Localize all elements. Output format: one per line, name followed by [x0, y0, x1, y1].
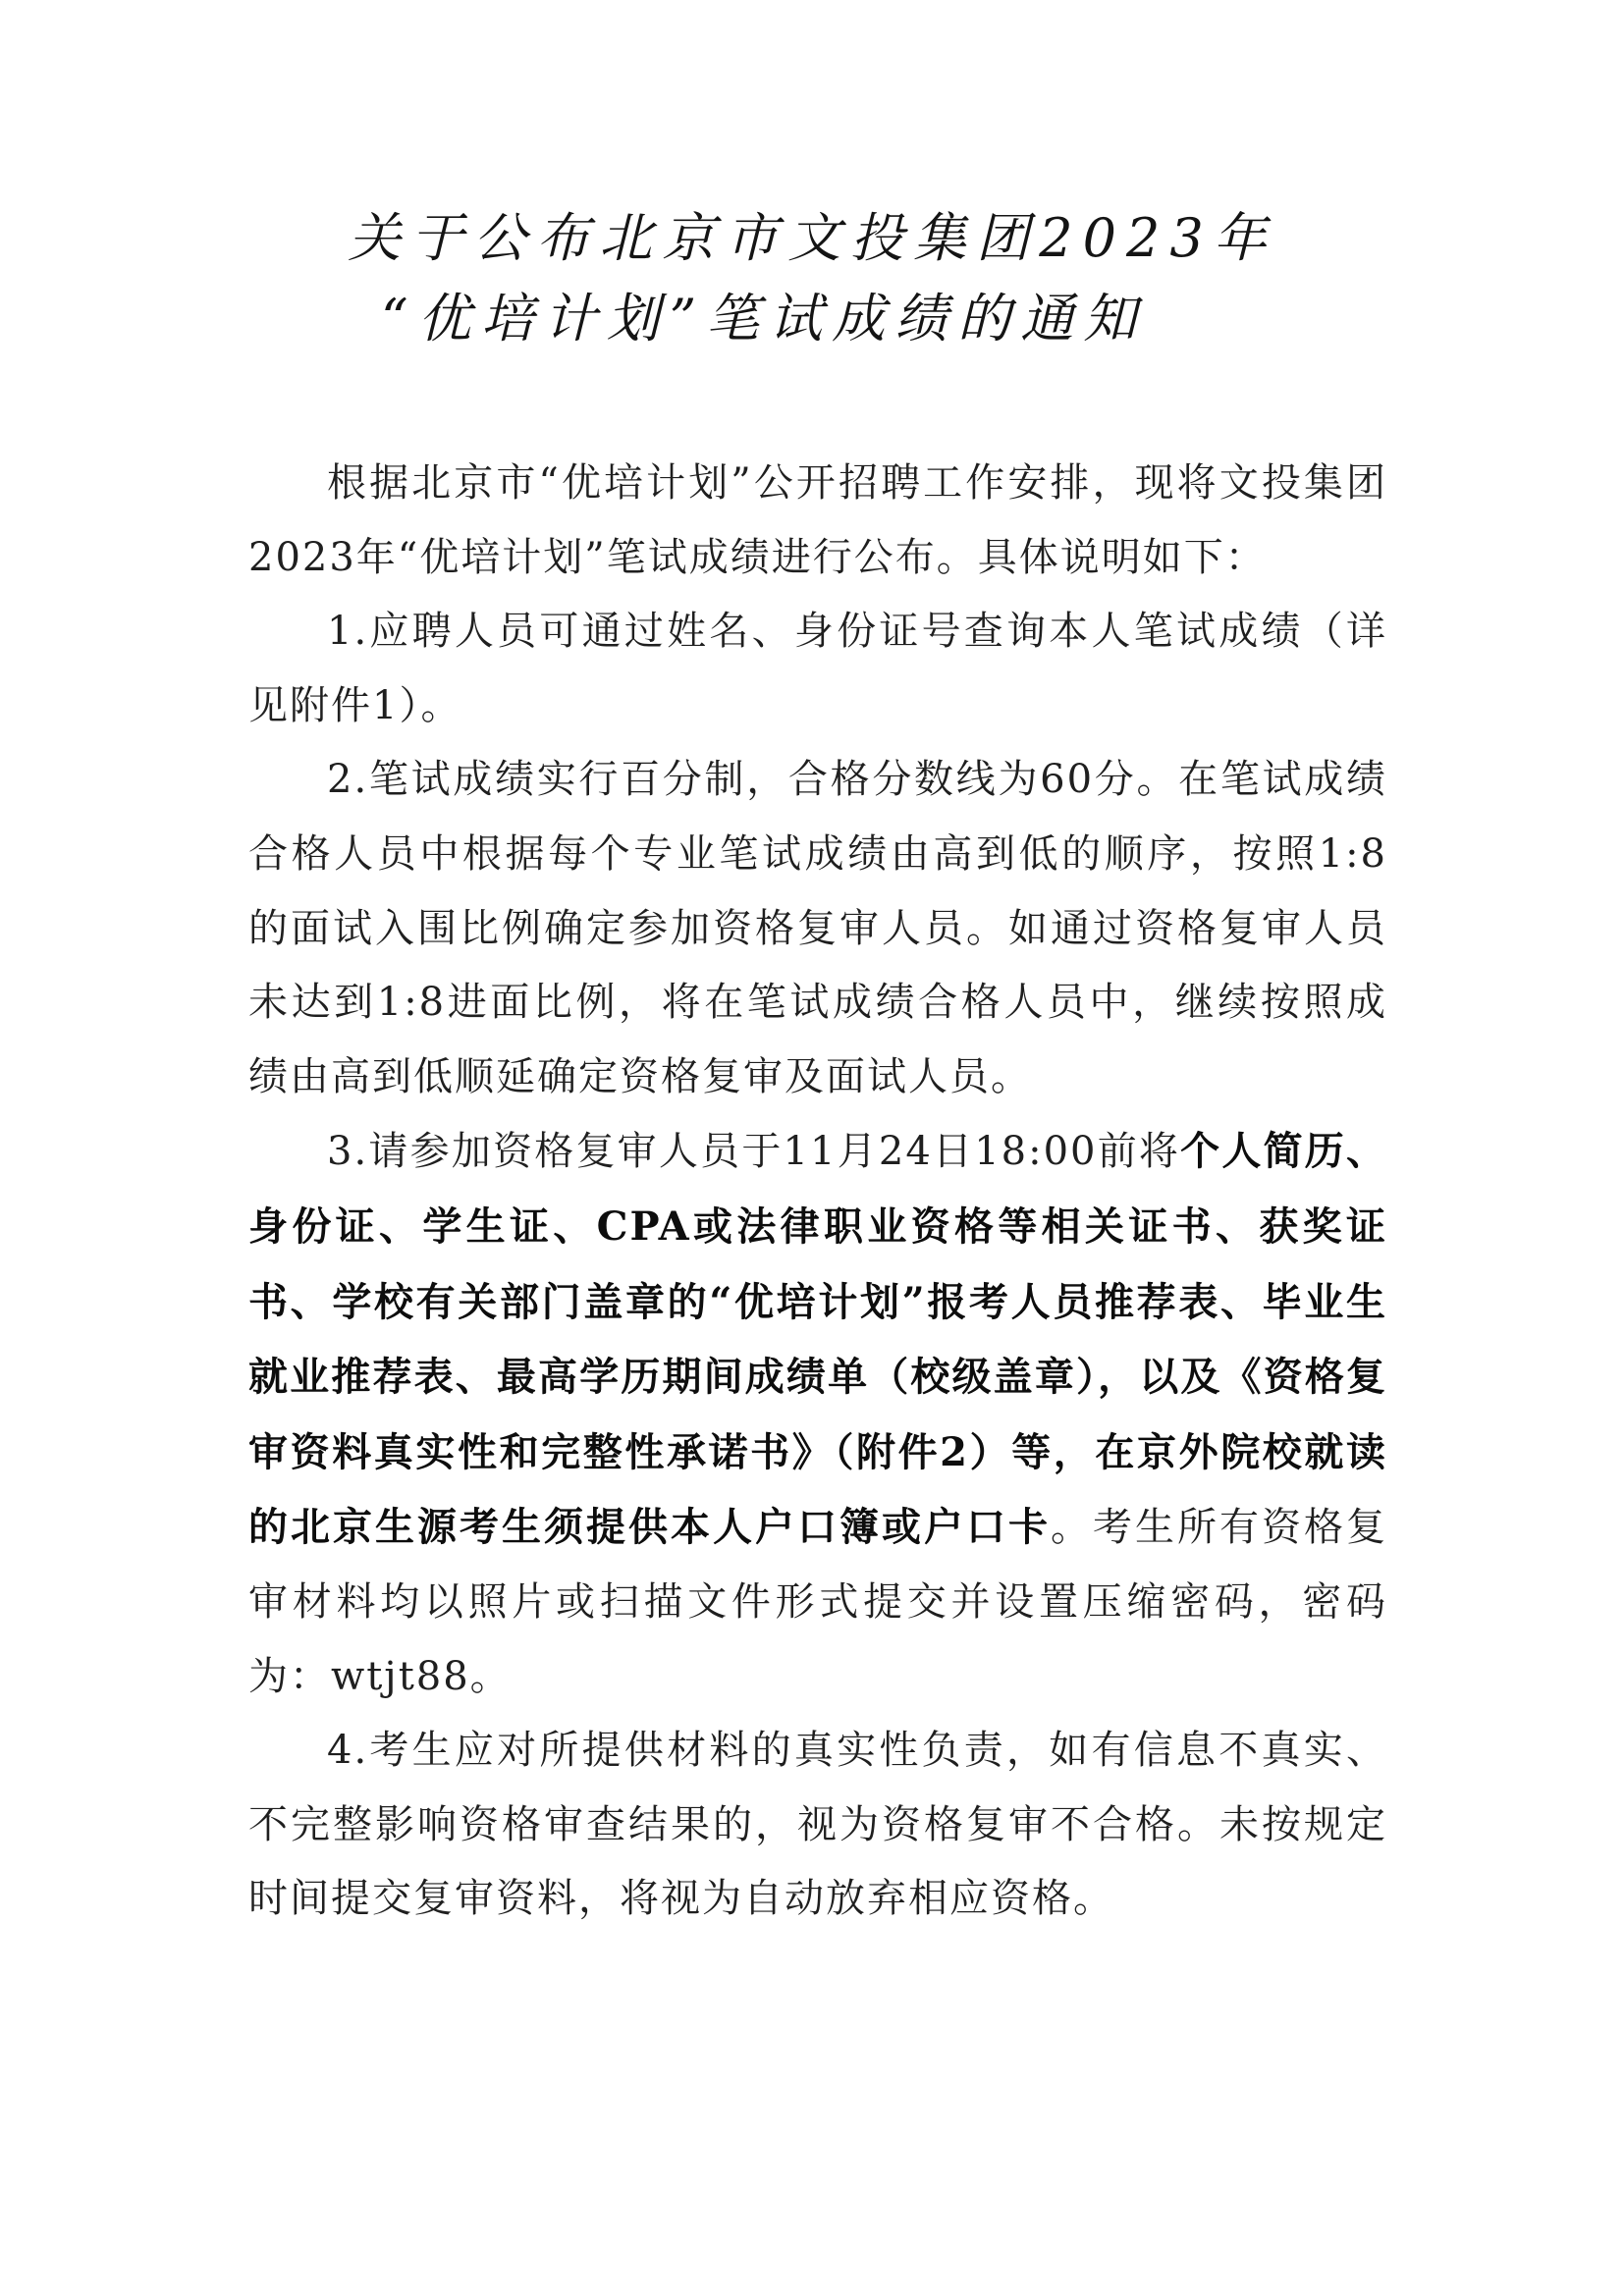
document-title-line-1: 关于公布北京市文投集团2023年 [348, 207, 1276, 269]
document-body [248, 447, 1387, 1937]
item-3-paragraph [248, 1114, 1387, 1714]
item-3-required-materials: 个人简历、身份证、学生证、CPA或法律职业资格等相关证书、获奖证书、学校有关部门盖章的“优培计划”报考人员推荐表、毕业生就业推荐表、最高学历期间成绩单（校级盖章），以及《资格复审资料真实性和完整性承诺书》（附件2）等，在京外院校就读的北京生源考生须提供本人户口簿或户口卡 [248, 1128, 1388, 1551]
item-4-paragraph: 4.考生应对所提供材料的真实性负责，如有信息不真实、不完整影响资格审查结果的，视为资格复审不合格。未按规定时间提交复审资料，将视为自动放弃相应资格。 [248, 1728, 1387, 1922]
item-1-paragraph: 1.应聘人员可通过姓名、身份证号查询本人笔试成绩（详见附件1）。 [248, 609, 1387, 728]
item-3-text-tail: 。考生所有资格复审材料均以照片或扫描文件形式提交并设置压缩密码，密码为：wtjt88。 [248, 1505, 1387, 1699]
intro-paragraph: 根据北京市“优培计划”公开招聘工作安排，现将文投集团2023年“优培计划”笔试成绩进行公布。具体说明如下： [248, 460, 1387, 580]
item-2-paragraph: 2.笔试成绩实行百分制，合格分数线为60分。在笔试成绩合格人员中根据每个专业笔试成绩由高到低的顺序，按照1:8的面试入围比例确定参加资格复审人员。如通过资格复审人员未达到1:8进面比例，将在笔试成绩合格人员中，继续按照成绩由高到低顺延确定资格复审及面试人员。 [248, 757, 1387, 1099]
document-title-line-2: “优培计划”笔试成绩的通知 [381, 288, 1147, 349]
item-3-text-lead: 3.请参加资格复审人员于11月24日18:00前将 [327, 1129, 1181, 1175]
